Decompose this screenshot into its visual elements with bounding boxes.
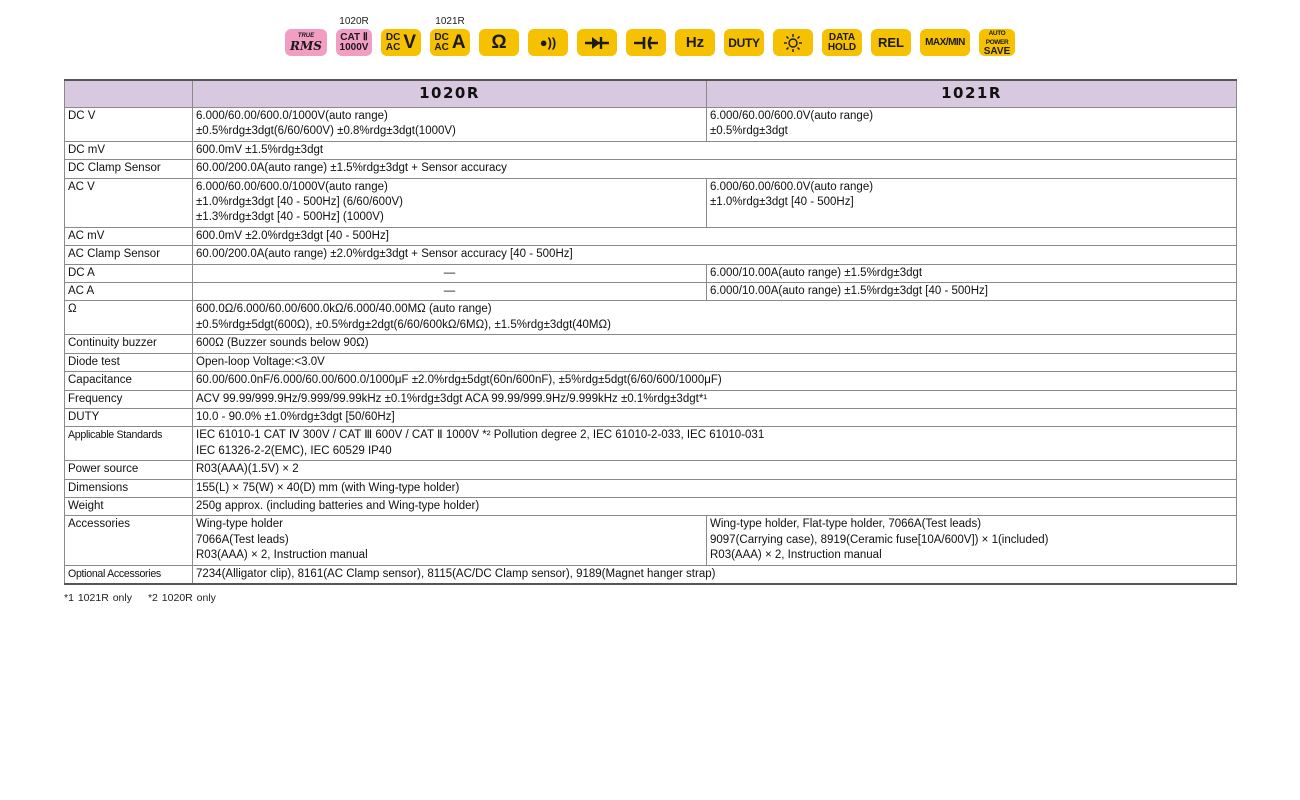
cell-line: 10.0 - 90.0% ±1.0%rdg±3dgt [50/60Hz] xyxy=(196,410,395,423)
cell-line: 6.000/60.00/600.0V(auto range) xyxy=(710,180,874,193)
cell-line: 6.000/60.00/600.0/1000V(auto range) xyxy=(196,110,388,122)
cell-line: — xyxy=(443,266,456,279)
row-label: Frequency xyxy=(65,390,193,408)
cell-line: 250g approx. (including batteries and Wing-type holder) xyxy=(196,499,480,512)
header-1021r: 1021R xyxy=(707,80,1237,108)
icon-caption-1020r: 1020R xyxy=(339,16,369,27)
row-label: DC Clamp Sensor xyxy=(65,160,193,178)
table-row xyxy=(65,283,1237,301)
row-label: Dimensions xyxy=(65,479,193,497)
cell-line: 60.00/200.0A(auto range) ±1.5%rdg±3dgt + Sensor accuracy xyxy=(196,162,507,175)
spec-table-header xyxy=(65,80,1237,108)
cell-line: 600.0mV ±2.0%rdg±3dgt [40 - 500Hz] xyxy=(196,229,389,242)
cell-line: ±0.5%rdg±3dgt xyxy=(710,125,788,138)
spec-cell-1021r xyxy=(707,108,1237,142)
spec-table xyxy=(64,79,1237,585)
data-hold-icon-wrap xyxy=(822,16,862,56)
spec-cell-both xyxy=(193,227,1237,245)
row-label: Ω xyxy=(65,301,193,335)
table-row xyxy=(65,372,1237,390)
table-row xyxy=(65,516,1237,565)
table-row xyxy=(65,160,1237,178)
row-label: DC A xyxy=(65,264,193,282)
diode-icon-wrap xyxy=(577,16,617,56)
cell-line: R03(AAA) × 2, Instruction manual xyxy=(710,549,882,562)
row-label: Optional Accessories xyxy=(65,565,193,584)
duty-icon: DUTY xyxy=(724,29,764,56)
spec-cell-both xyxy=(193,372,1237,390)
spec-cell-1021r xyxy=(707,178,1237,227)
spec-cell-both xyxy=(193,141,1237,159)
row-label: AC mV xyxy=(65,227,193,245)
spec-cell-both xyxy=(193,160,1237,178)
spec-cell-1020r xyxy=(193,178,707,227)
cell-line: R03(AAA) × 2, Instruction manual xyxy=(196,549,368,562)
table-row xyxy=(65,479,1237,497)
spec-cell-1021r xyxy=(707,516,1237,565)
cell-line: ±0.5%rdg±3dgt(6/60/600V) ±0.8%rdg±3dgt(1000V) xyxy=(196,125,456,138)
auto-power-save-icon-wrap xyxy=(979,16,1015,56)
dcac-v-icon-wrap xyxy=(381,16,421,56)
rel-icon-wrap xyxy=(871,16,911,56)
table-row xyxy=(65,390,1237,408)
table-row xyxy=(65,427,1237,461)
row-label: Accessories xyxy=(65,516,193,565)
true-rms-icon: TRUE RMS xyxy=(285,29,327,56)
ohm-icon-wrap xyxy=(479,16,519,56)
spec-cell-both xyxy=(193,390,1237,408)
row-label: DC mV xyxy=(65,141,193,159)
footnotes xyxy=(64,592,216,604)
true-rms-icon-wrap xyxy=(285,16,327,56)
cell-line: R03(AAA)(1.5V) × 2 xyxy=(196,463,299,476)
spec-cell-1020r xyxy=(193,108,707,142)
backlight-sun-icon xyxy=(773,29,813,56)
cell-line: ACV 99.99/999.9Hz/9.999/99.99kHz ±0.1%rdg±3dgt ACA 99.99/999.9Hz/9.999kHz ±0.1%rdg±3dgt*¹ xyxy=(196,392,708,405)
footnote-2: *2 1020R only xyxy=(147,592,216,604)
row-label: Continuity buzzer xyxy=(65,335,193,353)
table-row xyxy=(65,178,1237,227)
table-row xyxy=(65,461,1237,479)
icon-caption-1021r: 1021R xyxy=(435,16,465,27)
spec-cell-1021r xyxy=(707,283,1237,301)
cell-line: IEC 61326-2-2(EMC), IEC 60529 IP40 xyxy=(196,444,392,457)
dcac-a-icon: DC AC A xyxy=(430,29,470,56)
cell-line: IEC 61010-1 CAT Ⅳ 300V / CAT Ⅲ 600V / CAT Ⅱ 1000V *² Pollution degree 2, IEC 61010-2-033, IEC 61010-031 xyxy=(196,429,765,442)
cell-line: — xyxy=(443,285,456,298)
row-label: Diode test xyxy=(65,353,193,371)
cell-line: 6.000/10.00A(auto range) ±1.5%rdg±3dgt xyxy=(710,266,923,279)
cell-line: 600.0mV ±1.5%rdg±3dgt xyxy=(196,143,324,156)
row-label: Capacitance xyxy=(65,372,193,390)
spec-cell-both xyxy=(193,497,1237,515)
hz-icon-wrap xyxy=(675,16,715,56)
row-label: AC A xyxy=(65,283,193,301)
spec-cell-both xyxy=(193,427,1237,461)
cell-line: 9097(Carrying case), 8919(Ceramic fuse[10A/600V]) × 1(included) xyxy=(710,533,1049,546)
cell-line: 600.0Ω/6.000/60.00/600.0kΩ/6.000/40.00MΩ (auto range) xyxy=(196,303,492,316)
cell-line: 7066A(Test leads) xyxy=(196,533,289,546)
spec-cell-both xyxy=(193,565,1237,584)
table-row xyxy=(65,301,1237,335)
spec-cell-both xyxy=(193,301,1237,335)
relative-icon: REL xyxy=(871,29,911,56)
spec-cell-both xyxy=(193,246,1237,264)
data-hold-icon: DATA HOLD xyxy=(822,29,862,56)
ohm-icon: Ω xyxy=(479,29,519,56)
capacitor-icon xyxy=(626,29,666,56)
row-label: Weight xyxy=(65,497,193,515)
table-row xyxy=(65,497,1237,515)
spec-cell-both xyxy=(193,335,1237,353)
cell-line: 6.000/10.00A(auto range) ±1.5%rdg±3dgt [40 - 500Hz] xyxy=(710,285,988,298)
max-min-icon: MAX/MIN xyxy=(920,29,970,56)
table-row xyxy=(65,408,1237,426)
cell-line: 6.000/60.00/600.0V(auto range) xyxy=(710,110,874,122)
cell-line: Wing-type holder xyxy=(196,518,283,531)
cell-line: 6.000/60.00/600.0/1000V(auto range) xyxy=(196,180,388,193)
table-row xyxy=(65,353,1237,371)
cat2-1000v-icon-wrap xyxy=(336,16,372,56)
header-corner xyxy=(65,80,193,108)
spec-cell-both xyxy=(193,353,1237,371)
continuity-icon-wrap xyxy=(528,16,568,56)
spec-cell-both xyxy=(193,461,1237,479)
row-label: AC Clamp Sensor xyxy=(65,246,193,264)
spec-cell-1021r xyxy=(707,264,1237,282)
cat2-1000v-icon: CAT Ⅱ 1000V xyxy=(336,29,372,56)
frequency-icon: Hz xyxy=(675,29,715,56)
table-row xyxy=(65,141,1237,159)
table-row xyxy=(65,335,1237,353)
auto-power-save-icon: AUTO POWER SAVE xyxy=(979,29,1015,56)
duty-icon-wrap xyxy=(724,16,764,56)
row-label: DUTY xyxy=(65,408,193,426)
backlight-icon-wrap xyxy=(773,16,813,56)
continuity-buzzer-icon: ●)) xyxy=(528,29,568,56)
cell-line: ±1.3%rdg±3dgt [40 - 500Hz] (1000V) xyxy=(196,211,384,224)
cell-line: 60.00/200.0A(auto range) ±2.0%rdg±3dgt + Sensor accuracy [40 - 500Hz] xyxy=(196,248,573,261)
cell-line: ±1.0%rdg±3dgt [40 - 500Hz] (6/60/600V) xyxy=(196,196,403,209)
cell-line: ±0.5%rdg±5dgt(600Ω), ±0.5%rdg±2dgt(6/60/600kΩ/6MΩ), ±1.5%rdg±3dgt(40MΩ) xyxy=(196,318,611,331)
row-label: Applicable Standards xyxy=(65,427,193,461)
row-label: DC V xyxy=(65,108,193,142)
spec-cell-1020r xyxy=(193,264,707,282)
table-row xyxy=(65,227,1237,245)
footnote-1: *1 1021R only xyxy=(64,592,132,604)
capacitor-icon-wrap xyxy=(626,16,666,56)
cell-line: Open-loop Voltage:<3.0V xyxy=(196,355,325,368)
cell-line: 600Ω (Buzzer sounds below 90Ω) xyxy=(196,337,369,350)
header-1020r: 1020R xyxy=(193,80,707,108)
maxmin-icon-wrap xyxy=(920,16,970,56)
table-row xyxy=(65,246,1237,264)
table-row xyxy=(65,264,1237,282)
row-label: AC V xyxy=(65,178,193,227)
cell-line: 60.00/600.0nF/6.000/60.00/600.0/1000μF ±2.0%rdg±5dgt(60n/600nF), ±5%rdg±5dgt(6/60/600/1000μF) xyxy=(196,374,722,387)
feature-icon-strip xyxy=(0,16,1300,56)
dcac-v-icon: DC AC V xyxy=(381,29,421,56)
row-label: Power source xyxy=(65,461,193,479)
cell-line: Wing-type holder, Flat-type holder, 7066A(Test leads) xyxy=(710,518,982,531)
spec-cell-1020r xyxy=(193,516,707,565)
cell-line: ±1.0%rdg±3dgt [40 - 500Hz] xyxy=(710,196,854,209)
dcac-a-icon-wrap xyxy=(430,16,470,56)
table-row xyxy=(65,108,1237,142)
cell-line: 155(L) × 75(W) × 40(D) mm (with Wing-type holder) xyxy=(196,481,460,494)
spec-cell-both xyxy=(193,479,1237,497)
diode-icon xyxy=(577,29,617,56)
spec-cell-1020r xyxy=(193,283,707,301)
table-row xyxy=(65,565,1237,584)
cell-line: 7234(Alligator clip), 8161(AC Clamp sensor), 8115(AC/DC Clamp sensor), 9189(Magnet hanger strap) xyxy=(196,567,716,580)
spec-cell-both xyxy=(193,408,1237,426)
